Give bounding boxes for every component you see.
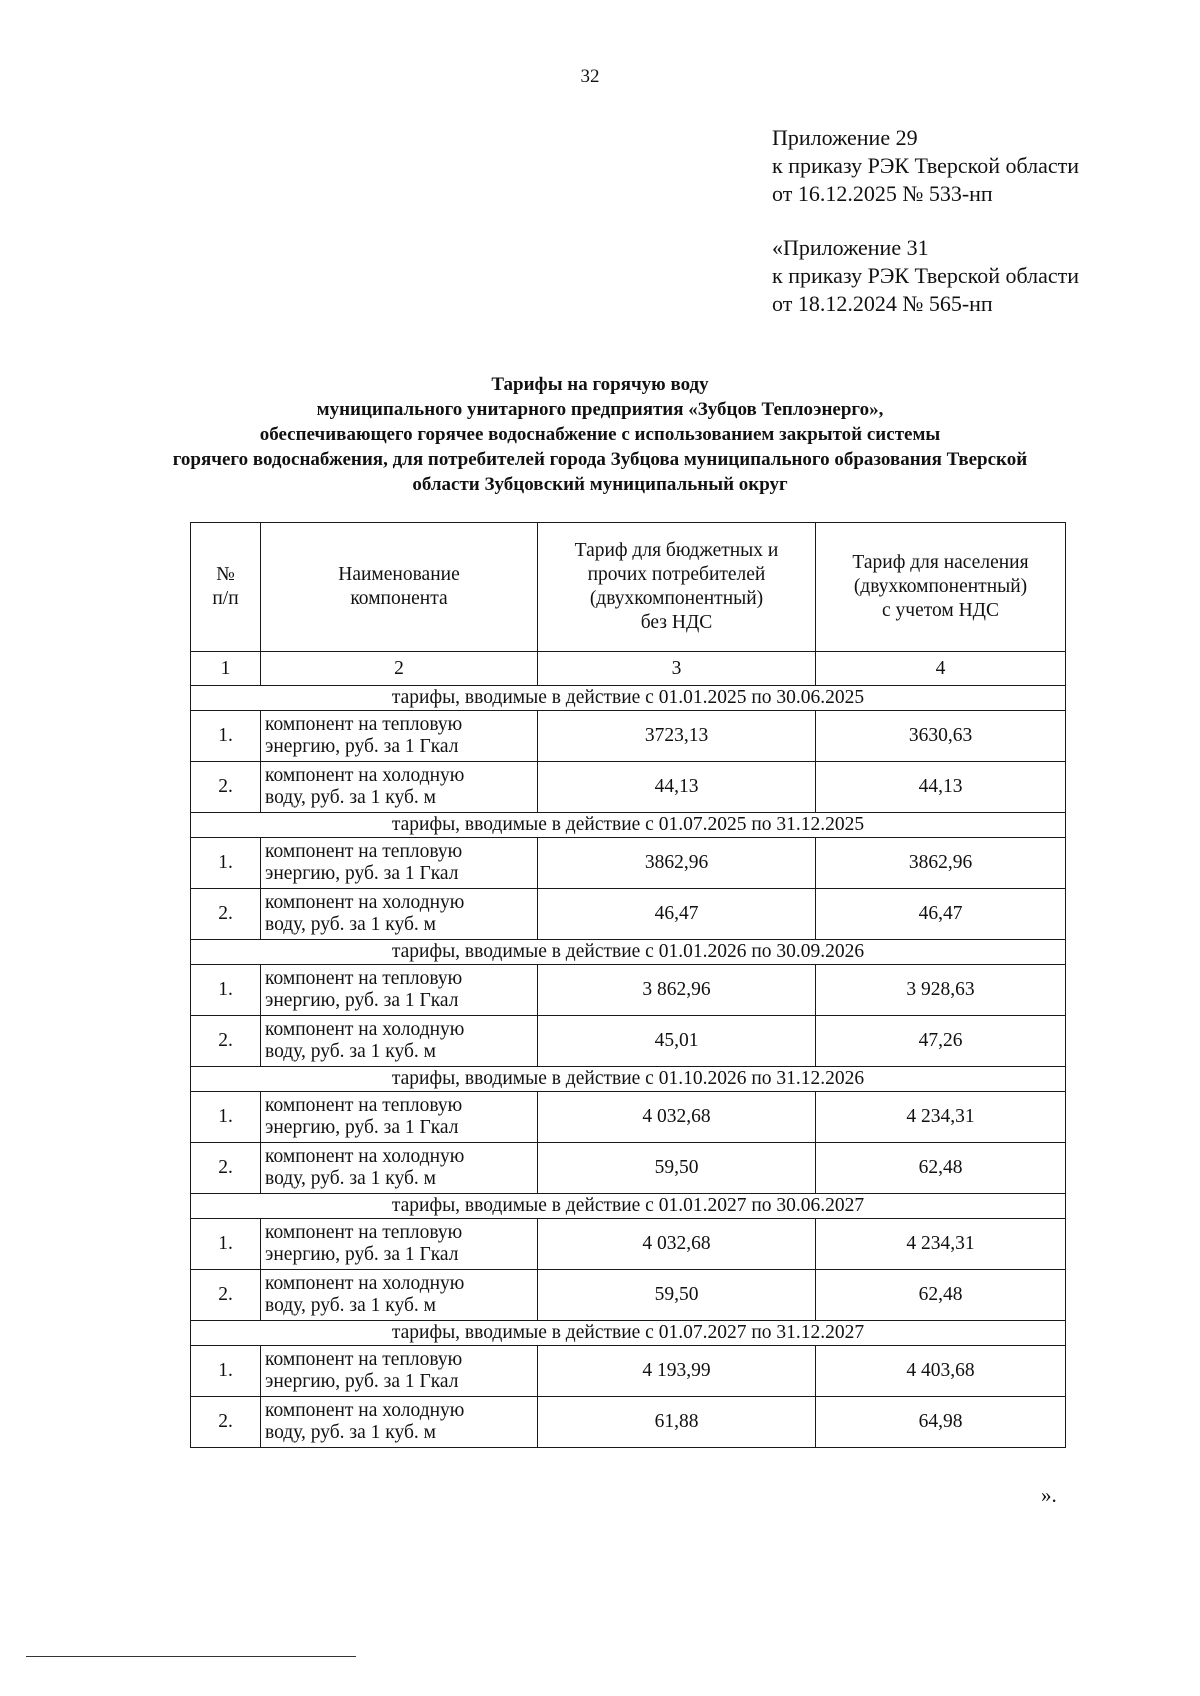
budget-tariff-value: 44,13: [538, 762, 816, 813]
budget-tariff-value: 59,50: [538, 1270, 816, 1321]
population-tariff-value: 44,13: [816, 762, 1066, 813]
component-name-line2: энергию, руб. за 1 Гкал: [265, 1244, 459, 1265]
component-name-line2: воду, руб. за 1 куб. м: [265, 914, 436, 935]
page-number: 32: [580, 66, 600, 87]
budget-tariff-value: 3862,96: [538, 838, 816, 889]
component-name-line2: воду, руб. за 1 куб. м: [265, 1041, 436, 1062]
closing-quote: ».: [1041, 1483, 1057, 1507]
period-label: тарифы, вводимые в действие с 01.01.2027 по 30.06.2027: [191, 1194, 1066, 1219]
row-number: 2.: [191, 1270, 261, 1321]
component-name-line1: компонент на холодную: [265, 1146, 465, 1167]
table-row: [191, 1270, 1066, 1321]
component-name: [261, 838, 538, 889]
period-label: тарифы, вводимые в действие с 01.01.2025 по 30.06.2025: [191, 686, 1066, 711]
header-component-line2: компонента: [350, 588, 448, 609]
table-row: [191, 889, 1066, 940]
population-tariff-value: 3862,96: [816, 838, 1066, 889]
component-name-line1: компонент на холодную: [265, 1400, 465, 1421]
header-population-line1: Тариф для населения: [852, 552, 1029, 573]
row-number: 1.: [191, 965, 261, 1016]
table-row: [191, 1397, 1066, 1448]
appendix-current: [772, 124, 1079, 208]
title-line4: горячего водоснабжения, для потребителей города Зубцова муниципального образования Тверской: [172, 449, 1028, 470]
component-name-line1: компонент на тепловую: [265, 714, 463, 735]
budget-tariff-value: 4 193,99: [538, 1346, 816, 1397]
row-number: 2.: [191, 1397, 261, 1448]
row-number: 1.: [191, 1219, 261, 1270]
component-name-line2: энергию, руб. за 1 Гкал: [265, 1371, 459, 1392]
header-component-line1: Наименование: [338, 564, 460, 585]
budget-tariff-value: 46,47: [538, 889, 816, 940]
header-number-line2: п/п: [212, 588, 239, 609]
table-row: [191, 1016, 1066, 1067]
component-name-line1: компонент на тепловую: [265, 968, 463, 989]
appendix-amended-line1: «Приложение 31: [772, 235, 929, 260]
header-component-name: [261, 523, 538, 652]
component-name-line1: компонент на тепловую: [265, 1349, 463, 1370]
population-tariff-value: 4 234,31: [816, 1092, 1066, 1143]
appendix-amended-line3: от 18.12.2024 № 565-нп: [772, 291, 993, 316]
component-name: [261, 1270, 538, 1321]
row-number: 1.: [191, 838, 261, 889]
component-name-line1: компонент на холодную: [265, 765, 465, 786]
budget-tariff-value: 3 862,96: [538, 965, 816, 1016]
table-row: [191, 762, 1066, 813]
appendix-current-line1: Приложение 29: [772, 125, 918, 150]
component-name-line2: энергию, руб. за 1 Гкал: [265, 1117, 459, 1138]
population-tariff-value: 4 234,31: [816, 1219, 1066, 1270]
table-row: [191, 1346, 1066, 1397]
header-budget-line3: (двухкомпонентный): [589, 588, 764, 609]
appendix-current-line2: к приказу РЭК Тверской области: [772, 153, 1080, 178]
component-name-line2: воду, руб. за 1 куб. м: [265, 1168, 436, 1189]
title-line3: обеспечивающего горячее водоснабжение с использованием закрытой системы: [259, 424, 941, 445]
title-line2: муниципального унитарного предприятия «Зубцов Теплоэнерго»,: [316, 399, 884, 420]
component-name-line1: компонент на холодную: [265, 1273, 465, 1294]
component-name: [261, 1092, 538, 1143]
table-row: [191, 1219, 1066, 1270]
row-number: 2.: [191, 1143, 261, 1194]
title-line5: области Зубцовский муниципальный округ: [412, 474, 788, 495]
budget-tariff-value: 3723,13: [538, 711, 816, 762]
component-name: [261, 1143, 538, 1194]
period-label: тарифы, вводимые в действие с 01.01.2026 по 30.09.2026: [191, 940, 1066, 965]
table-header-row: [191, 523, 1066, 652]
period-row: [191, 813, 1066, 838]
period-row: [191, 940, 1066, 965]
document-title: [100, 372, 1100, 497]
component-name-line1: компонент на холодную: [265, 1019, 465, 1040]
row-number: 2.: [191, 762, 261, 813]
component-name-line1: компонент на тепловую: [265, 841, 463, 862]
header-population-line3: с учетом НДС: [882, 600, 999, 621]
title-line1: Тарифы на горячую воду: [491, 374, 709, 395]
tariff-table: [190, 522, 1066, 1448]
component-name: [261, 1016, 538, 1067]
row-number: 2.: [191, 1016, 261, 1067]
table-row: [191, 838, 1066, 889]
population-tariff-value: 46,47: [816, 889, 1066, 940]
component-name-line2: энергию, руб. за 1 Гкал: [265, 990, 459, 1011]
appendix-amended-line2: к приказу РЭК Тверской области: [772, 263, 1080, 288]
budget-tariff-value: 45,01: [538, 1016, 816, 1067]
row-number: 2.: [191, 889, 261, 940]
population-tariff-value: 64,98: [816, 1397, 1066, 1448]
header-population-line2: (двухкомпонентный): [853, 576, 1028, 597]
table-row: [191, 965, 1066, 1016]
component-name: [261, 889, 538, 940]
population-tariff-value: 3 928,63: [816, 965, 1066, 1016]
period-label: тарифы, вводимые в действие с 01.07.2025 по 31.12.2025: [191, 813, 1066, 838]
header-number: [191, 523, 261, 652]
header-budget-line1: Тариф для бюджетных и: [574, 540, 779, 561]
header-budget-line2: прочих потребителей: [587, 564, 766, 585]
row-number: 1.: [191, 1092, 261, 1143]
appendix-current-line3: от 16.12.2025 № 533-нп: [772, 181, 993, 206]
column-number-4: 4: [816, 652, 1066, 686]
component-name: [261, 1346, 538, 1397]
component-name: [261, 1397, 538, 1448]
component-name-line1: компонент на тепловую: [265, 1222, 463, 1243]
component-name: [261, 711, 538, 762]
population-tariff-value: 62,48: [816, 1270, 1066, 1321]
header-budget-tariff: [538, 523, 816, 652]
table-row: [191, 711, 1066, 762]
header-population-tariff: [816, 523, 1066, 652]
budget-tariff-value: 59,50: [538, 1143, 816, 1194]
header-budget-line4: без НДС: [640, 612, 713, 633]
column-number-2: 2: [261, 652, 538, 686]
table-row: [191, 1092, 1066, 1143]
component-name-line2: воду, руб. за 1 куб. м: [265, 787, 436, 808]
row-number: 1.: [191, 1346, 261, 1397]
component-name-line1: компонент на холодную: [265, 892, 465, 913]
population-tariff-value: 62,48: [816, 1143, 1066, 1194]
budget-tariff-value: 4 032,68: [538, 1092, 816, 1143]
footnote-divider: [26, 1656, 356, 1657]
period-row: [191, 1321, 1066, 1346]
component-name-line1: компонент на тепловую: [265, 1095, 463, 1116]
table-row: [191, 1143, 1066, 1194]
component-name-line2: энергию, руб. за 1 Гкал: [265, 863, 459, 884]
component-name: [261, 1219, 538, 1270]
period-row: [191, 1194, 1066, 1219]
period-row: [191, 686, 1066, 711]
component-name-line2: воду, руб. за 1 куб. м: [265, 1422, 436, 1443]
population-tariff-value: 47,26: [816, 1016, 1066, 1067]
period-label: тарифы, вводимые в действие с 01.07.2027 по 31.12.2027: [191, 1321, 1066, 1346]
budget-tariff-value: 4 032,68: [538, 1219, 816, 1270]
component-name-line2: воду, руб. за 1 куб. м: [265, 1295, 436, 1316]
component-name: [261, 965, 538, 1016]
tariff-table-body: [191, 686, 1066, 1448]
row-number: 1.: [191, 711, 261, 762]
column-number-row: [191, 652, 1066, 686]
population-tariff-value: 3630,63: [816, 711, 1066, 762]
header-number-line1: №: [216, 564, 235, 585]
component-name-line2: энергию, руб. за 1 Гкал: [265, 736, 459, 757]
appendix-amended: [772, 234, 1079, 318]
population-tariff-value: 4 403,68: [816, 1346, 1066, 1397]
column-number-3: 3: [538, 652, 816, 686]
component-name: [261, 762, 538, 813]
column-number-1: 1: [191, 652, 261, 686]
budget-tariff-value: 61,88: [538, 1397, 816, 1448]
period-label: тарифы, вводимые в действие с 01.10.2026 по 31.12.2026: [191, 1067, 1066, 1092]
period-row: [191, 1067, 1066, 1092]
